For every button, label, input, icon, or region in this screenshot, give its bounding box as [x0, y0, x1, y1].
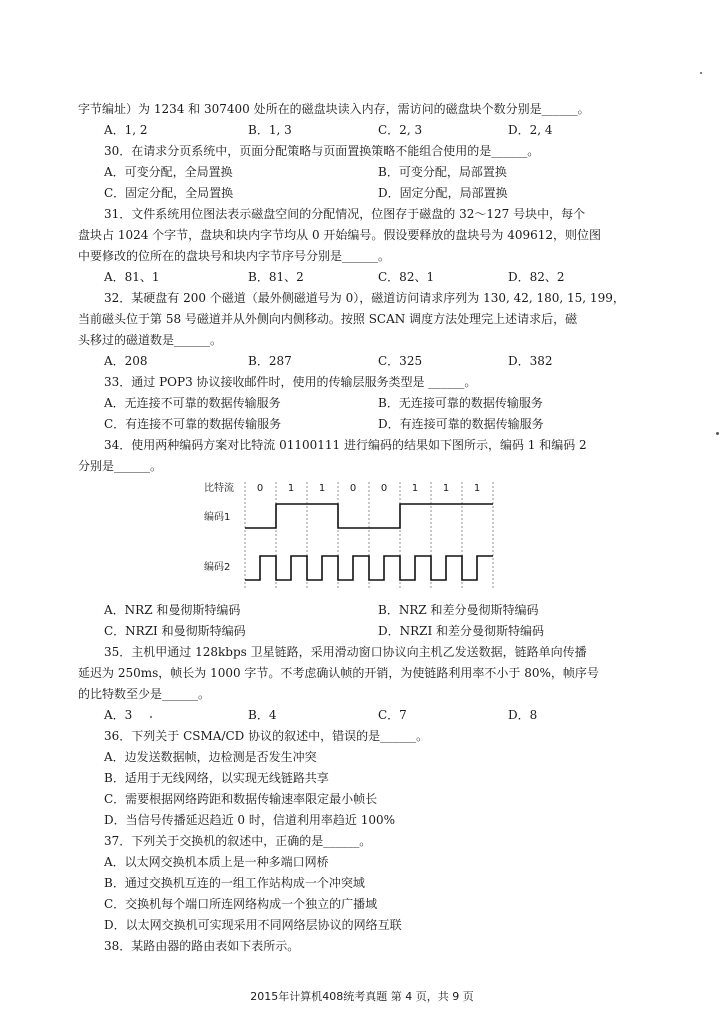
q35-option-b: B．4	[248, 708, 277, 722]
scan-speck	[700, 72, 702, 74]
scan-speck	[150, 716, 152, 718]
q29-option-d: D．2, 4	[508, 123, 553, 137]
q38-stem: 38．某路由器的路由表如下表所示。	[104, 939, 300, 953]
q32-option-b: B．287	[248, 354, 292, 368]
q30-option-c: C．固定分配，全局置换	[104, 186, 234, 200]
bit-label: 0	[380, 483, 388, 494]
q34-option-c: C．NRZI 和曼彻斯特编码	[104, 624, 246, 638]
q34-stem-line-2: 分别是______。	[78, 459, 163, 473]
q36-option-c: C．需要根据网络跨距和数据传输速率限定最小帧长	[104, 792, 378, 806]
q34-stem-line-1: 34．使用两种编码方案对比特流 01100111 进行编码的结果如下图所示，编码 1 和编码 2	[104, 438, 587, 452]
q31-option-c: C．82、1	[378, 270, 435, 284]
q32-stem-line-3: 头移过的磁道数是______。	[78, 333, 223, 347]
q33-option-a: A．无连接不可靠的数据传输服务	[104, 396, 281, 410]
q30-option-b: B．可变分配，局部置换	[378, 165, 507, 179]
bit-label: 1	[411, 483, 419, 494]
q36-stem: 36．下列关于 CSMA/CD 协议的叙述中，错误的是______。	[104, 729, 429, 743]
q37-option-c: C．交换机每个端口所连网络构成一个独立的广播域	[104, 897, 378, 911]
q35-option-c: C．7	[378, 708, 407, 722]
q35-option-d: D．8	[508, 708, 538, 722]
bit-label: 0	[256, 483, 264, 494]
bit-label: 0	[349, 483, 357, 494]
q29-option-c: C．2, 3	[378, 123, 423, 137]
q37-stem: 37．下列关于交换机的叙述中，正确的是______。	[104, 834, 372, 848]
q30-option-a: A．可变分配，全局置换	[104, 165, 233, 179]
q35-option-a: A．3	[104, 708, 133, 722]
q31-stem-line-3: 中要修改的位所在的盘块号和块内字节序号分别是______。	[78, 249, 391, 263]
q35-stem-line-3: 的比特数至少是______。	[78, 687, 211, 701]
q33-stem: 33．通过 POP3 协议接收邮件时，使用的传输层服务类型是 ______。	[104, 375, 477, 389]
q31-stem-line-1: 31．文件系统用位图法表示磁盘空间的分配情况，位图存于磁盘的 32～127 号块中，每个	[104, 207, 586, 221]
q36-option-b: B．适用于无线网络，以实现无线链路共享	[104, 771, 329, 785]
bitstream-label: 比特流	[204, 483, 234, 494]
q30-stem: 30．在请求分页系统中，页面分配策略与页面置换策略不能组合使用的是______。	[104, 144, 540, 158]
q29-tail-text: 字节编址）为 1234 和 307400 处所在的磁盘块读入内存，需访问的磁盘块个数分别是______。	[78, 102, 590, 116]
q33-option-c: C．有连接不可靠的数据传输服务	[104, 417, 282, 431]
q36-option-d: D．当信号传播延迟趋近 0 时，信道利用率趋近 100%	[104, 813, 396, 827]
q37-option-d: D．以太网交换机可实现采用不同网络层协议的网络互联	[104, 918, 402, 932]
q34-option-d: D．NRZI 和差分曼彻斯特编码	[378, 624, 545, 638]
q33-option-d: D．有连接可靠的数据传输服务	[378, 417, 544, 431]
code2-label: 编码2	[204, 562, 231, 573]
code2-waveform	[245, 556, 493, 580]
q32-option-a: A．208	[104, 354, 148, 368]
q35-stem-line-2: 延迟为 250ms，帧长为 1000 字节。不考虑确认帧的开销，为使链路利用率不小于 80%，帧序号	[78, 666, 599, 680]
code1-label: 编码1	[204, 512, 231, 523]
bit-label: 1	[287, 483, 295, 494]
bit-label: 1	[473, 483, 481, 494]
q31-stem-line-2: 盘块占 1024 个字节，盘块和块内字节均从 0 开始编号。假设要释放的盘块号为 409612，则位图	[78, 228, 602, 242]
q31-option-a: A．81、1	[104, 270, 160, 284]
bit-label: 1	[318, 483, 326, 494]
q31-option-b: B．81、2	[248, 270, 304, 284]
q32-option-d: D．382	[508, 354, 553, 368]
q30-option-d: D．固定分配，局部置换	[378, 186, 508, 200]
q36-option-a: A．边发送数据帧，边检测是否发生冲突	[104, 750, 317, 764]
q37-option-b: B．通过交换机互连的一组工作站构成一个冲突域	[104, 876, 365, 890]
q34-option-b: B．NRZ 和差分曼彻斯特编码	[378, 603, 539, 617]
q29-option-a: A．1, 2	[104, 123, 148, 137]
bit-label: 1	[442, 483, 450, 494]
scan-speck	[716, 432, 719, 435]
q35-stem-line-1: 35．主机甲通过 128kbps 卫星链路，采用滑动窗口协议向主机乙发送数据，链路单向传播	[104, 645, 587, 659]
q29-option-b: B．1, 3	[248, 123, 292, 137]
q33-option-b: B．无连接可靠的数据传输服务	[378, 396, 543, 410]
q37-option-a: A．以太网交换机本质上是一种多端口网桥	[104, 855, 329, 869]
q34-option-a: A．NRZ 和曼彻斯特编码	[104, 603, 241, 617]
page-footer: 2015年计算机408统考真题 第 4 页，共 9 页	[250, 990, 474, 1003]
q32-stem-line-1: 32．某硬盘有 200 个磁道（最外侧磁道号为 0），磁道访问请求序列为 130, 42, 180, 15, 199，	[104, 291, 625, 305]
q32-option-c: C．325	[378, 354, 423, 368]
encoding-figure	[200, 476, 500, 594]
q32-stem-line-2: 当前磁头位于第 58 号磁道并从外侧向内侧移动。按照 SCAN 调度方法处理完上述请求后，磁	[78, 312, 578, 326]
q31-option-d: D．82、2	[508, 270, 565, 284]
